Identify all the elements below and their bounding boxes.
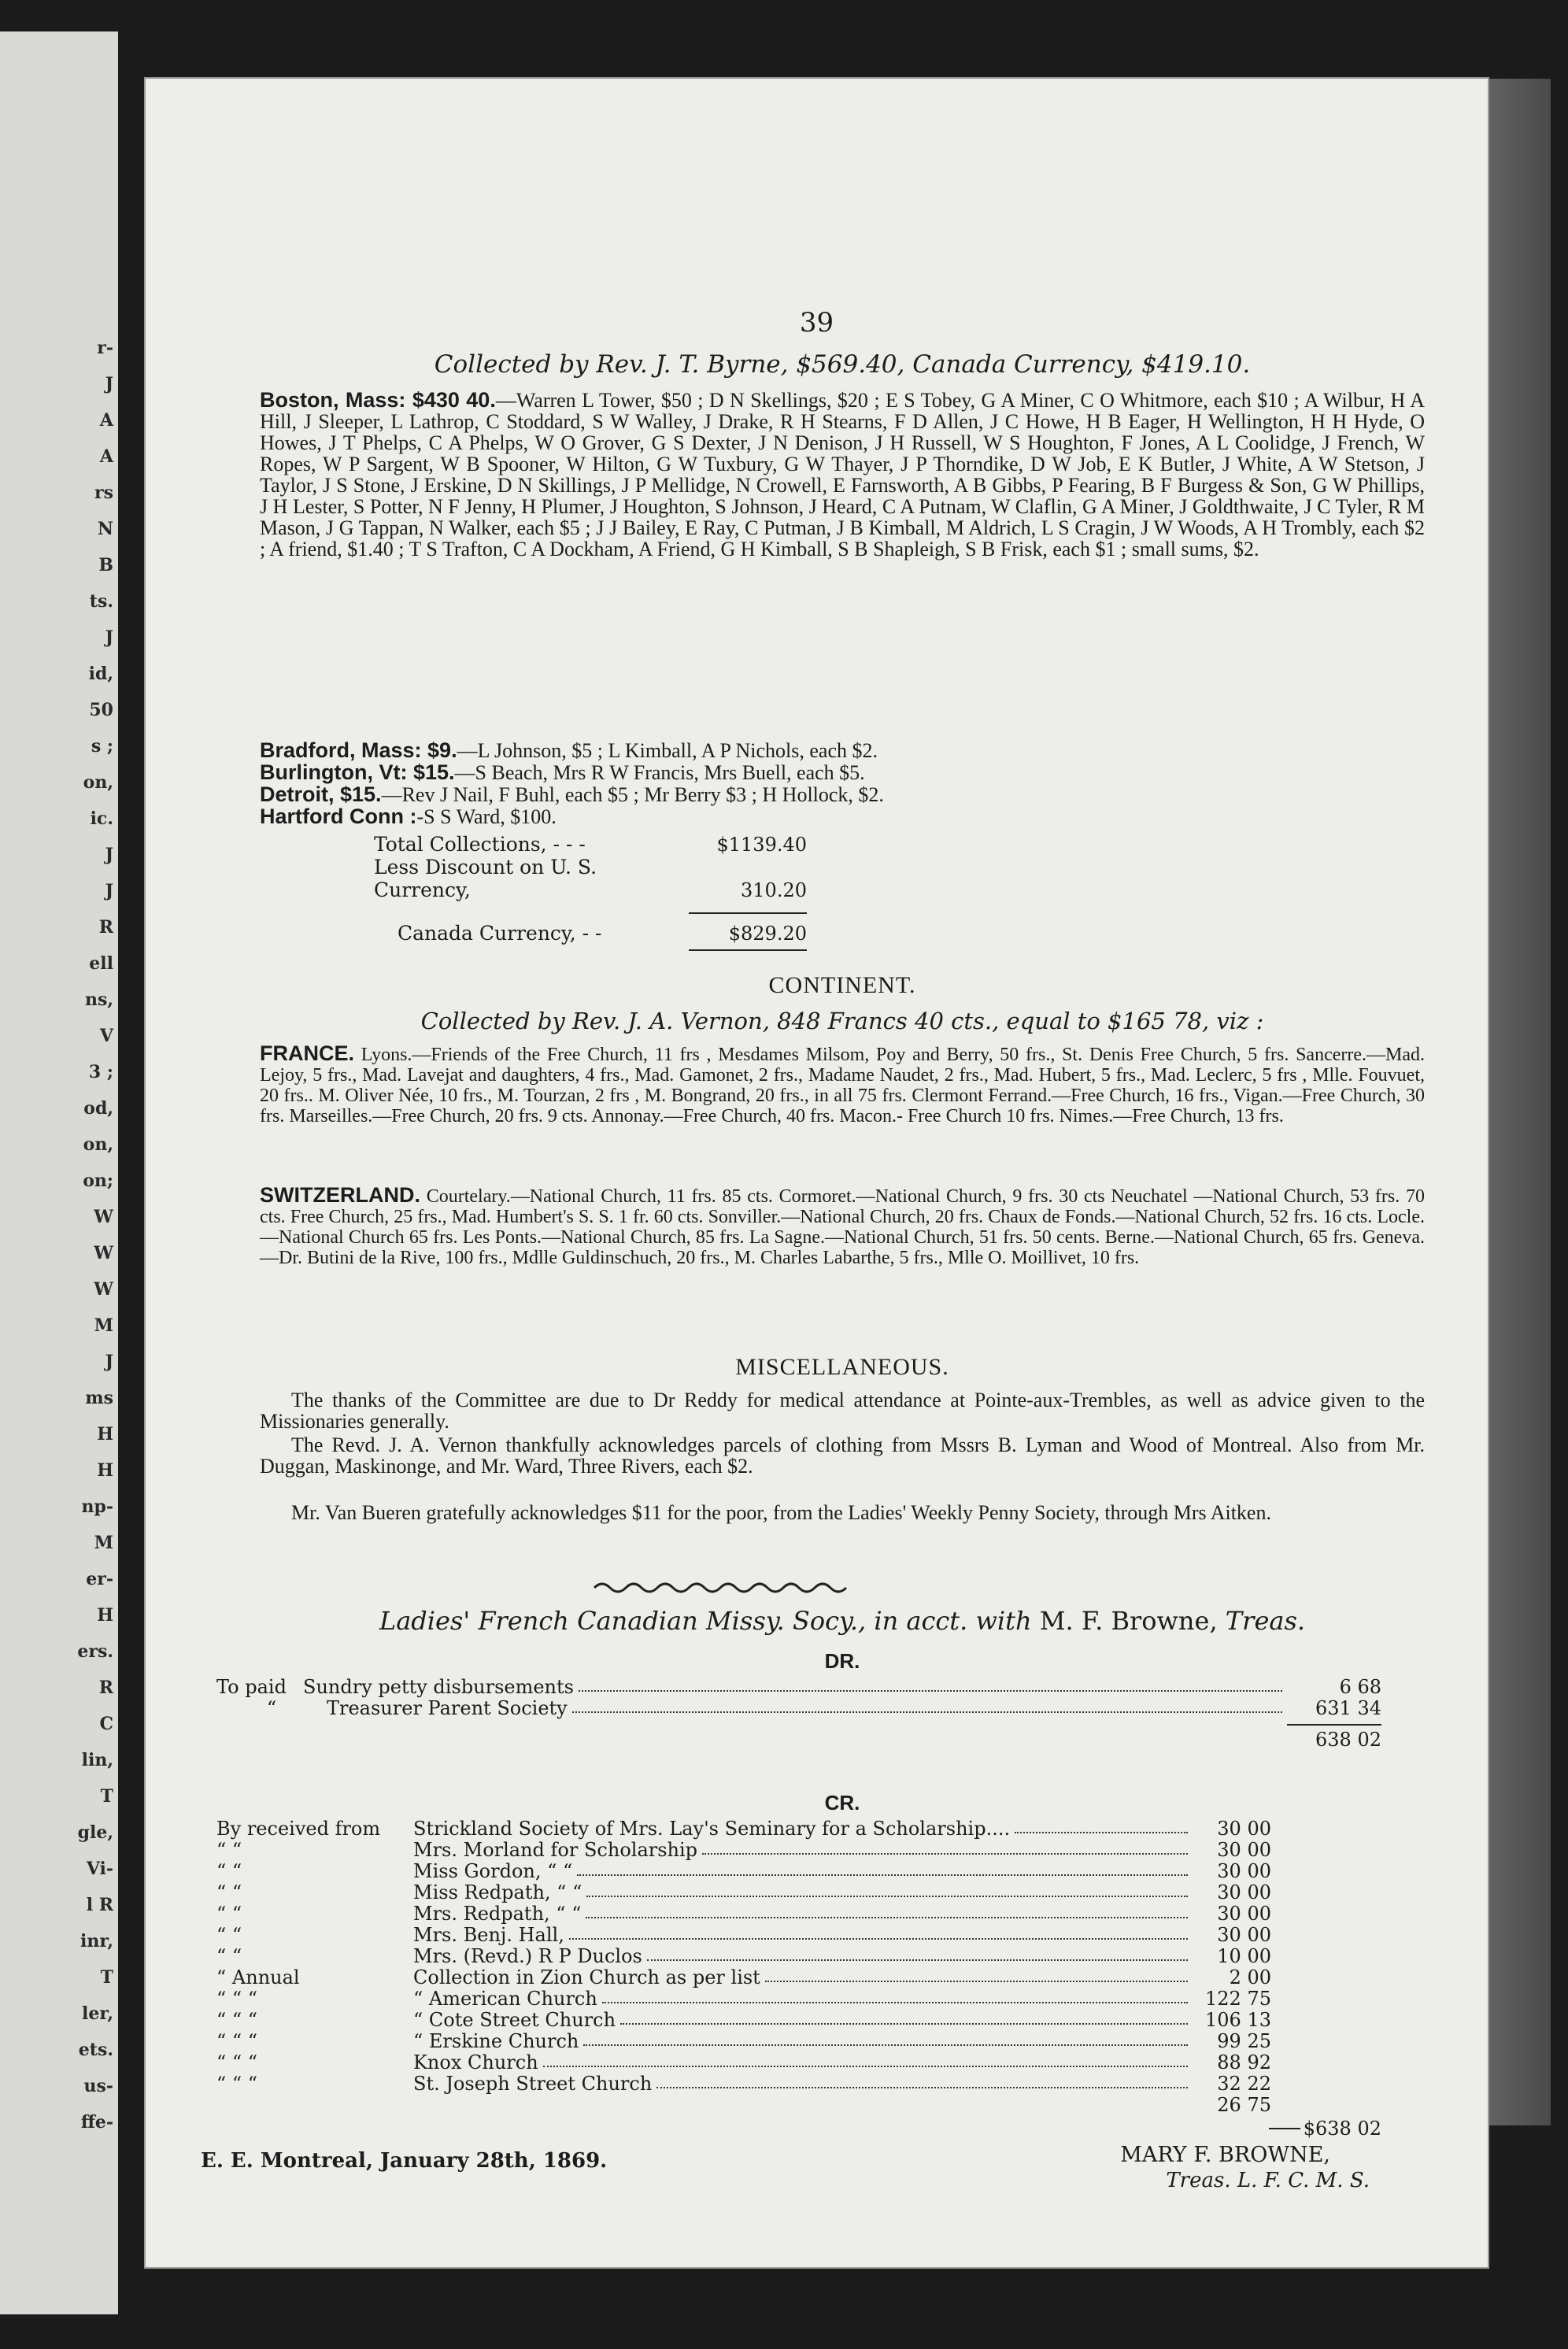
- leader-dots: [583, 2031, 1188, 2046]
- byrne-totals: [374, 833, 1539, 951]
- detroit-line: [260, 784, 1425, 805]
- cr-row-prefix: “ “: [216, 1945, 242, 1967]
- cr-total-dash: [1269, 2128, 1300, 2129]
- cr-row: [216, 2010, 1381, 2031]
- left-margin-fragment: T: [100, 1786, 113, 1807]
- left-margin-fragment: er-: [86, 1569, 113, 1589]
- left-margin-fragment: J: [105, 845, 113, 865]
- left-margin-fragment: ler,: [81, 2003, 113, 2024]
- misc-paragraph-1: The thanks of the Committee are due to Dr Reddy for medical attendance at Pointe-aux-Trembles, as well as advice given to the Missionaries generally.: [260, 1389, 1425, 1433]
- cr-row: [216, 1882, 1381, 1903]
- cr-row: [216, 1818, 1381, 1840]
- cr-row-prefix: “ “: [216, 1839, 242, 1861]
- left-margin-fragment: ts.: [89, 591, 113, 612]
- left-margin-fragment: T: [100, 1967, 113, 1988]
- cr-row-prefix: “ “ “: [216, 2009, 258, 2031]
- dr-row-amount: 631 34: [1315, 1697, 1381, 1719]
- cr-row-description: Miss Gordon, “ “: [413, 1860, 573, 1882]
- cr-row-prefix: “ “ “: [216, 2073, 258, 2095]
- left-margin-fragment: inr,: [80, 1931, 113, 1951]
- left-margin-fragment: gle,: [77, 1822, 113, 1843]
- detroit-label: Detroit, $15.: [260, 782, 382, 806]
- switzerland-label: SWITZERLAND.: [260, 1183, 420, 1207]
- left-margin-fragment: r-: [97, 338, 113, 358]
- cr-row-prefix: “ “: [216, 1924, 242, 1946]
- canada-currency-label: Canada Currency, - -: [398, 922, 602, 945]
- boston-label: Boston, Mass: $430 40.: [260, 388, 496, 412]
- dr-rows: [216, 1677, 1381, 1751]
- ornamental-rule: [590, 1578, 858, 1594]
- leader-dots: [702, 1840, 1188, 1855]
- left-margin-fragment: R: [98, 917, 113, 938]
- switzerland-text: Courtelary.—National Church, 11 frs. 85 cts. Cormoret.—National Church, 9 frs. 30 cts Neuchatel —National Church, 53 frs. 70 cts. Free Church, 25 frs., Mad. Humbert's S. S. 1 fr. 60 cts. Sonviller.—National Church, 20 frs. Chaux de Fonds.—National Church, 52 frs. 16 cts. Locle.—National Church 65 frs. Les Ponts.—National Church, 85 frs. La Sagne.—National Church, 51 frs. 50 cents. Berne.—National Church, 65 frs. Geneva.—Dr. Butini de la Rive, 100 frs., Mdlle Guldinschuch, 20 frs., M. Charles Labarthe, 5 frs., Mlle O. Moillivet, 10 frs.: [260, 1186, 1425, 1268]
- left-margin-fragment: ers.: [77, 1641, 113, 1662]
- left-margin-fragment: ffe-: [80, 2112, 113, 2133]
- cr-row-prefix: “ “: [216, 1903, 242, 1925]
- cr-row-prefix: “ “ “: [216, 2051, 258, 2073]
- cr-row-amount: 106 13: [1205, 2009, 1271, 2031]
- left-margin-fragment: 3 ;: [88, 1062, 113, 1082]
- left-margin-fragment: W: [94, 1243, 113, 1263]
- cr-row-prefix: “ “: [216, 1881, 242, 1903]
- left-margin-fragment: M: [94, 1533, 113, 1553]
- discount-row: [374, 856, 1539, 901]
- cr-row-description: Collection in Zion Church as per list: [413, 1966, 760, 1988]
- left-margin-fragment: M: [94, 1315, 113, 1336]
- dr-row: [216, 1677, 1381, 1698]
- left-margin-fragment: C: [99, 1714, 113, 1734]
- misc-paragraph-3: Mr. Van Bueren gratefully acknowledges $11 for the poor, from the Ladies' Weekly Penny Society, through Mrs Aitken.: [291, 1501, 1271, 1524]
- cr-row: [216, 2095, 1381, 2116]
- boston-text: —Warren L Tower, $50 ; D N Skellings, $20 ; E S Tobey, G A Miner, C O Whitmore, each $10 ; A Wilbur, H A Hill, J Sleeper, L Lathrop, C Stoddard, S W Walley, J Drake, R H Stearns, F D Allen, J C Howe, H B Eager, H Wellington, H H Hyde, O Howes, J T Phelps, C A Phelps, W O Grover, G S Dexter, J N Denison, J H Russell, W S Houghton, F Jones, A L Coolidge, J French, W Ropes, W P Sargent, W B Spooner, W Hilton, G W Tuxbury, G W Thayer, J P Thorndike, D W Job, E K Butler, J White, A W Stetson, J Taylor, J S Stone, J Erskine, D N Skillings, J P Mellidge, N Crowell, E Farnsworth, A B Gibbs, P Fearing, B F Burgess & Son, G W Phillips, J H Lester, S Potter, N F Jenny, H Plumer, J Houghton, S Johnson, J Heard, C A Putnam, W Claflin, G A Miner, J Goldthwaite, J C Tyler, R M Mason, J G Tappan, N Walker, each $5 ; J J Bailey, E Ray, C Putman, J B Kimball, M Aldrich, L S Cragin, J W Woods, A H Trombly, each $2 ; A friend, $1.40 ; T S Trafton, C A Dockham, A Friend, G H Kimball, S B Shapleigh, S B Frisk, each $1 ; small sums, $2.: [260, 389, 1425, 560]
- left-margin-fragment: J: [105, 627, 113, 648]
- left-margin-fragment: Vi-: [86, 1859, 113, 1879]
- dr-row-prefix: “: [266, 1697, 277, 1719]
- left-margin-fragment: id,: [88, 664, 113, 684]
- cr-row: [216, 2052, 1381, 2073]
- leader-dots: [579, 1677, 1282, 1692]
- signature-title: Treas. L. F. C. M. S.: [1166, 2169, 1370, 2192]
- left-margin-fragment: N: [97, 519, 113, 539]
- byrne-heading: Collected by Rev. J. T. Byrne, $569.40, Canada Currency, $419.10.: [434, 350, 1251, 379]
- leader-dots: [569, 1925, 1188, 1940]
- cr-row-amount: 30 00: [1217, 1881, 1271, 1903]
- cr-row-description: “ Erskine Church: [413, 2030, 579, 2052]
- left-margin-fragment: np-: [81, 1496, 113, 1517]
- left-page-margin: [0, 31, 118, 2314]
- boston-paragraph: [260, 390, 1425, 560]
- cr-row-amount: 88 92: [1217, 2051, 1271, 2073]
- left-margin-fragment: ic.: [90, 808, 113, 829]
- cr-row: [216, 2031, 1381, 2052]
- cr-row-prefix: “ “ “: [216, 2030, 258, 2052]
- cr-row-prefix: “ “ “: [216, 1988, 258, 2010]
- leader-dots: [543, 2052, 1188, 2067]
- cr-row-amount: 122 75: [1205, 1988, 1271, 2010]
- hartford-text: -S S Ward, $100.: [416, 805, 557, 828]
- account-heading-name: M. F. Browne,: [1039, 1606, 1218, 1636]
- left-margin-fragment: rs: [94, 483, 113, 503]
- cr-total: $638 02: [1303, 2118, 1381, 2140]
- canada-currency-row: [374, 922, 1539, 945]
- cr-row-description: Mrs. Redpath, “ “: [413, 1903, 582, 1925]
- cr-row-description: Knox Church: [413, 2051, 538, 2073]
- dr-row: [216, 1698, 1381, 1719]
- place-date: E. E. Montreal, January 28th, 1869.: [201, 2149, 608, 2173]
- cr-row-amount: 30 00: [1217, 1903, 1271, 1925]
- cr-row-prefix: [216, 2095, 413, 2116]
- signature-name: MARY F. BROWNE,: [1120, 2143, 1330, 2167]
- bradford-line: [260, 740, 1425, 761]
- left-margin-fragment: B: [98, 555, 113, 575]
- cr-row-description: Strickland Society of Mrs. Lay's Seminary for a Scholarship....: [413, 1818, 1011, 1840]
- total-collections-label: Total Collections, - - -: [374, 833, 586, 856]
- burlington-text: —S Beach, Mrs R W Francis, Mrs Buell, each $5.: [454, 761, 865, 784]
- left-margin-fragment: ell: [89, 953, 113, 974]
- leader-dots: [602, 1988, 1188, 2003]
- cr-row-amount: 30 00: [1217, 1860, 1271, 1882]
- cr-row-description: “ Cote Street Church: [413, 2009, 616, 2031]
- france-paragraph: [260, 1043, 1425, 1126]
- burlington-label: Burlington, Vt: $15.: [260, 760, 455, 784]
- france-text: Lyons.—Friends of the Free Church, 11 frs , Mesdames Milsom, Poy and Berry, 50 frs., St. Denis Free Church, 5 frs. Sancerre.—Mad. Lejoy, 5 frs., Mad. Lavejat and daughters, 4 frs., Mad. Gamonet, 2 frs., Madame Naudet, 2 frs., Mad. Hubert, 5 frs., Mad. Leclerc, 5 frs , Mlle. Fouvuet, 20 frs.. M. Oliver Née, 10 frs., M. Tourzan, 2 frs , M. Bongrand, 20 frs., in all 75 frs. Clermont Ferrand.—Free Church, 16 frs., Vigan.—Free Church, 30 frs. Marseilles.—Free Church, 20 frs. 9 cts. Annonay.—Free Church, 40 frs. Macon.- Free Church 10 frs. Nimes.—Free Church, 13 frs.: [260, 1045, 1425, 1126]
- cr-row-amount: 2 00: [1229, 1966, 1271, 1988]
- left-margin-fragment: s ;: [91, 736, 113, 756]
- dr-total: 638 02: [1315, 1729, 1381, 1751]
- left-margin-fragment: ns,: [84, 990, 113, 1010]
- left-margin-fragment: W: [94, 1207, 113, 1227]
- left-margin-fragment: 50: [89, 700, 113, 720]
- cr-row: [216, 1967, 1381, 1988]
- total-collections-value: $1139.40: [716, 834, 807, 856]
- dr-row-prefix: To paid: [216, 1676, 287, 1698]
- cr-row-description: Mrs. (Revd.) R P Duclos: [413, 1945, 642, 1967]
- left-margin-fragment: on,: [83, 1134, 113, 1155]
- cr-row-prefix: By received from: [216, 1818, 381, 1840]
- dr-row-amount: 6 68: [1339, 1676, 1381, 1698]
- totals-rule-2: [689, 949, 807, 951]
- left-margin-fragment: l R: [86, 1895, 113, 1915]
- left-margin-fragment: od,: [83, 1098, 113, 1119]
- dr-row-description: Treasurer Parent Society: [327, 1697, 568, 1719]
- hartford-label: Hartford Conn :: [260, 805, 417, 828]
- total-collections-row: [374, 833, 1539, 856]
- leader-dots: [647, 1946, 1188, 1961]
- leader-dots: [620, 2010, 1188, 2025]
- misc-heading: MISCELLANEOUS.: [735, 1354, 949, 1380]
- detroit-text: —Rev J Nail, F Buhl, each $5 ; Mr Berry $3 ; H Hollock, $2.: [381, 783, 884, 806]
- totals-rule: [689, 912, 807, 914]
- cr-row-description: Mrs. Benj. Hall,: [413, 1924, 564, 1946]
- cr-row-description: “ American Church: [413, 1988, 597, 2010]
- left-margin-fragment: H: [97, 1460, 113, 1481]
- cr-row: [216, 1861, 1381, 1882]
- leader-dots: [586, 1882, 1188, 1897]
- left-margin-fragment: A: [99, 410, 113, 431]
- cr-row: [216, 2073, 1381, 2095]
- cr-row: [216, 1840, 1381, 1861]
- left-margin-fragment: J: [105, 1352, 113, 1372]
- leader-dots: [572, 1698, 1282, 1713]
- page-number: 39: [799, 307, 834, 338]
- left-margin-fragment: ets.: [78, 2040, 113, 2060]
- left-margin-fragment: ms: [85, 1388, 113, 1408]
- document-page: [146, 79, 1488, 2267]
- cr-row: [216, 1988, 1381, 2010]
- dr-label: DR.: [824, 1649, 860, 1673]
- cr-row-amount: 30 00: [1217, 1924, 1271, 1946]
- dr-row-description: Sundry petty disbursements: [303, 1676, 574, 1698]
- left-margin-fragment: us-: [83, 2076, 113, 2096]
- leader-dots: [765, 1967, 1188, 1982]
- cr-row-amount: 32 22: [1217, 2073, 1271, 2095]
- left-margin-fragment: R: [98, 1678, 113, 1698]
- continent-heading: CONTINENT.: [768, 972, 916, 998]
- account-heading-treas: Treas.: [1225, 1606, 1306, 1636]
- discount-label: Less Discount on U. S. Currency,: [374, 856, 597, 901]
- misc-paragraph-2: The Revd. J. A. Vernon thankfully acknowledges parcels of clothing from Mssrs B. Lyman and Wood of Montreal. Also from Mr. Duggan, Maskinonge, and Mr. Ward, Three Rivers, each $2.: [260, 1433, 1425, 1478]
- cr-row-amount: 30 00: [1217, 1839, 1271, 1861]
- cr-row: [216, 1903, 1381, 1925]
- cr-label: CR.: [824, 1791, 860, 1814]
- cr-row-prefix: “ Annual: [216, 1966, 300, 1988]
- continent-subheading: Collected by Rev. J. A. Vernon, 848 Francs 40 cts., equal to $165 78, viz :: [420, 1008, 1264, 1034]
- bradford-label: Bradford, Mass: $9.: [260, 738, 457, 762]
- leader-dots: [656, 2073, 1188, 2088]
- cr-row-description: Mrs. Morland for Scholarship: [413, 1839, 698, 1861]
- left-margin-fragment: on;: [83, 1171, 113, 1191]
- cr-row-amount: 26 75: [1217, 2094, 1271, 2116]
- cr-row-amount: 30 00: [1217, 1818, 1271, 1840]
- left-margin-fragment: V: [99, 1026, 113, 1046]
- cr-row: [216, 1925, 1381, 1946]
- left-margin-fragment: J: [105, 374, 113, 394]
- leader-dots: [586, 1903, 1188, 1918]
- cr-row-amount: 99 25: [1217, 2030, 1271, 2052]
- left-margin-fragment: J: [105, 881, 113, 901]
- leader-dots: [1015, 1818, 1188, 1833]
- left-margin-fragment: W: [94, 1279, 113, 1300]
- leader-dots: [577, 1861, 1188, 1876]
- account-heading: [260, 1606, 1425, 1636]
- left-margin-fragment: lin,: [81, 1750, 113, 1770]
- france-label: FRANCE.: [260, 1041, 354, 1065]
- cr-row: [216, 1946, 1381, 1967]
- left-margin-fragment: on,: [83, 772, 113, 793]
- left-margin-fragment: A: [99, 446, 113, 467]
- dr-rule: [1287, 1724, 1381, 1726]
- account-heading-italic: Ladies' French Canadian Missy. Socy., in acct. with: [379, 1606, 1032, 1636]
- cr-row-amount: 10 00: [1217, 1945, 1271, 1967]
- left-margin-fragment: H: [97, 1605, 113, 1626]
- cr-row-description: St. Joseph Street Church: [413, 2073, 653, 2095]
- cr-total-row: [216, 2118, 1381, 2140]
- left-margin-fragment: H: [97, 1424, 113, 1445]
- cr-rows: [216, 1818, 1381, 2140]
- switzerland-paragraph: [260, 1185, 1425, 1268]
- hartford-line: [260, 806, 1425, 827]
- cr-row-description: Miss Redpath, “ “: [413, 1881, 582, 1903]
- discount-value: 310.20: [741, 879, 807, 901]
- canada-currency-value: $829.20: [728, 923, 807, 945]
- bradford-text: —L Johnson, $5 ; L Kimball, A P Nichols, each $2.: [457, 739, 878, 762]
- cr-row-prefix: “ “: [216, 1860, 242, 1882]
- burlington-line: [260, 762, 1425, 783]
